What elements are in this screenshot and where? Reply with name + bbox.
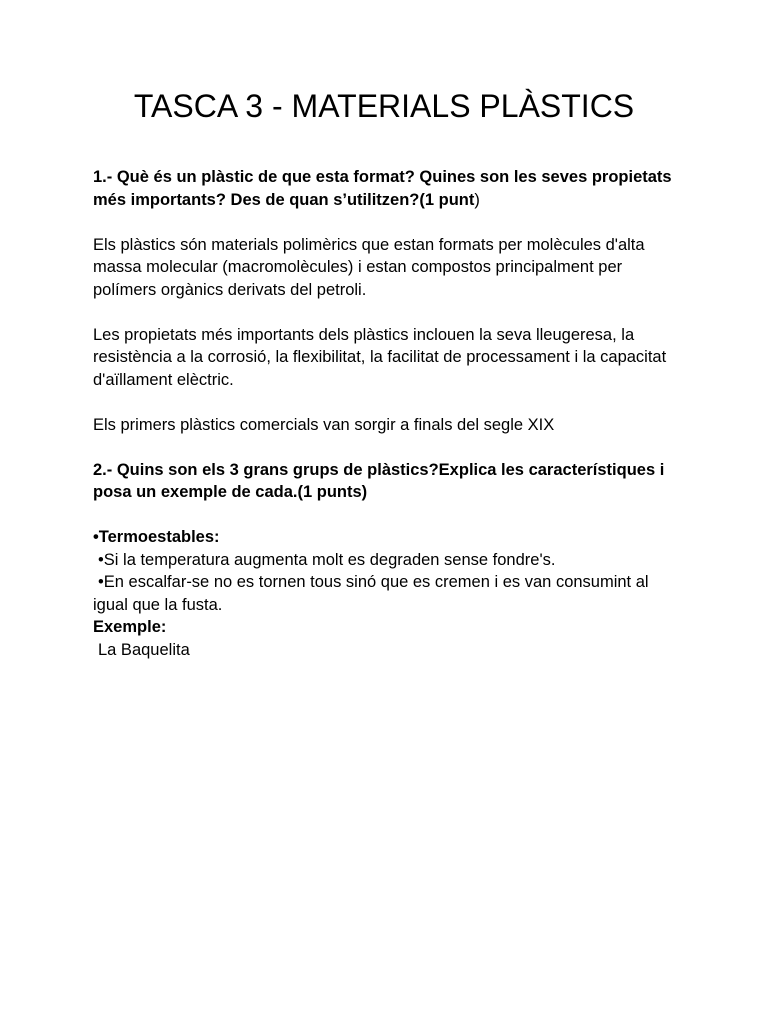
question-1 [93, 166, 683, 211]
spacer [93, 301, 683, 324]
answer-1-paragraph-2: Les propietats més importants dels plàstics inclouen la seva lleugeresa, la resistència a la corrosió, la flexibilitat, la facilitat de processament i la capacitat d'aïllament elèctric. [93, 325, 667, 389]
bullet-item-2 [93, 571, 683, 616]
spacer [93, 211, 683, 234]
question-2: 2.- Quins son els 3 grans grups de plàstics?Explica les característiques i posa un exemple de cada.(1 punts) [93, 460, 665, 501]
group-heading-termoestables: •Termoestables: [93, 528, 220, 546]
answer-1-paragraph-1: Els plàstics són materials polimèrics que estan formats per molècules d'alta massa molecular (macromolècules) i estan compostos principalment per polímers orgànics derivats del petroli. [93, 235, 645, 299]
spacer [93, 436, 683, 459]
bullet-item-2-text: •En escalfar-se no es tornen tous sinó que es cremen i es van consumint al igual que la fusta. [93, 573, 649, 614]
document-body [93, 166, 683, 661]
question-1-text: 1.- Què és un plàstic de que esta format? Quines son les seves propietats més importants? Des de quan s’utilitzen?(1 punt [93, 168, 672, 209]
answer-1-paragraph-3: Els primers plàstics comercials van sorgir a finals del segle XIX [93, 415, 555, 434]
example-label: Exemple: [93, 618, 167, 636]
spacer [93, 504, 683, 527]
example-value: La Baquelita [98, 640, 190, 659]
bullet-item-1: •Si la temperatura augmenta molt es degraden sense fondre's. [98, 550, 556, 569]
spacer [93, 391, 683, 414]
page-title: TASCA 3 - MATERIALS PLÀSTICS [133, 88, 635, 124]
question-1-closing: ) [474, 190, 480, 209]
